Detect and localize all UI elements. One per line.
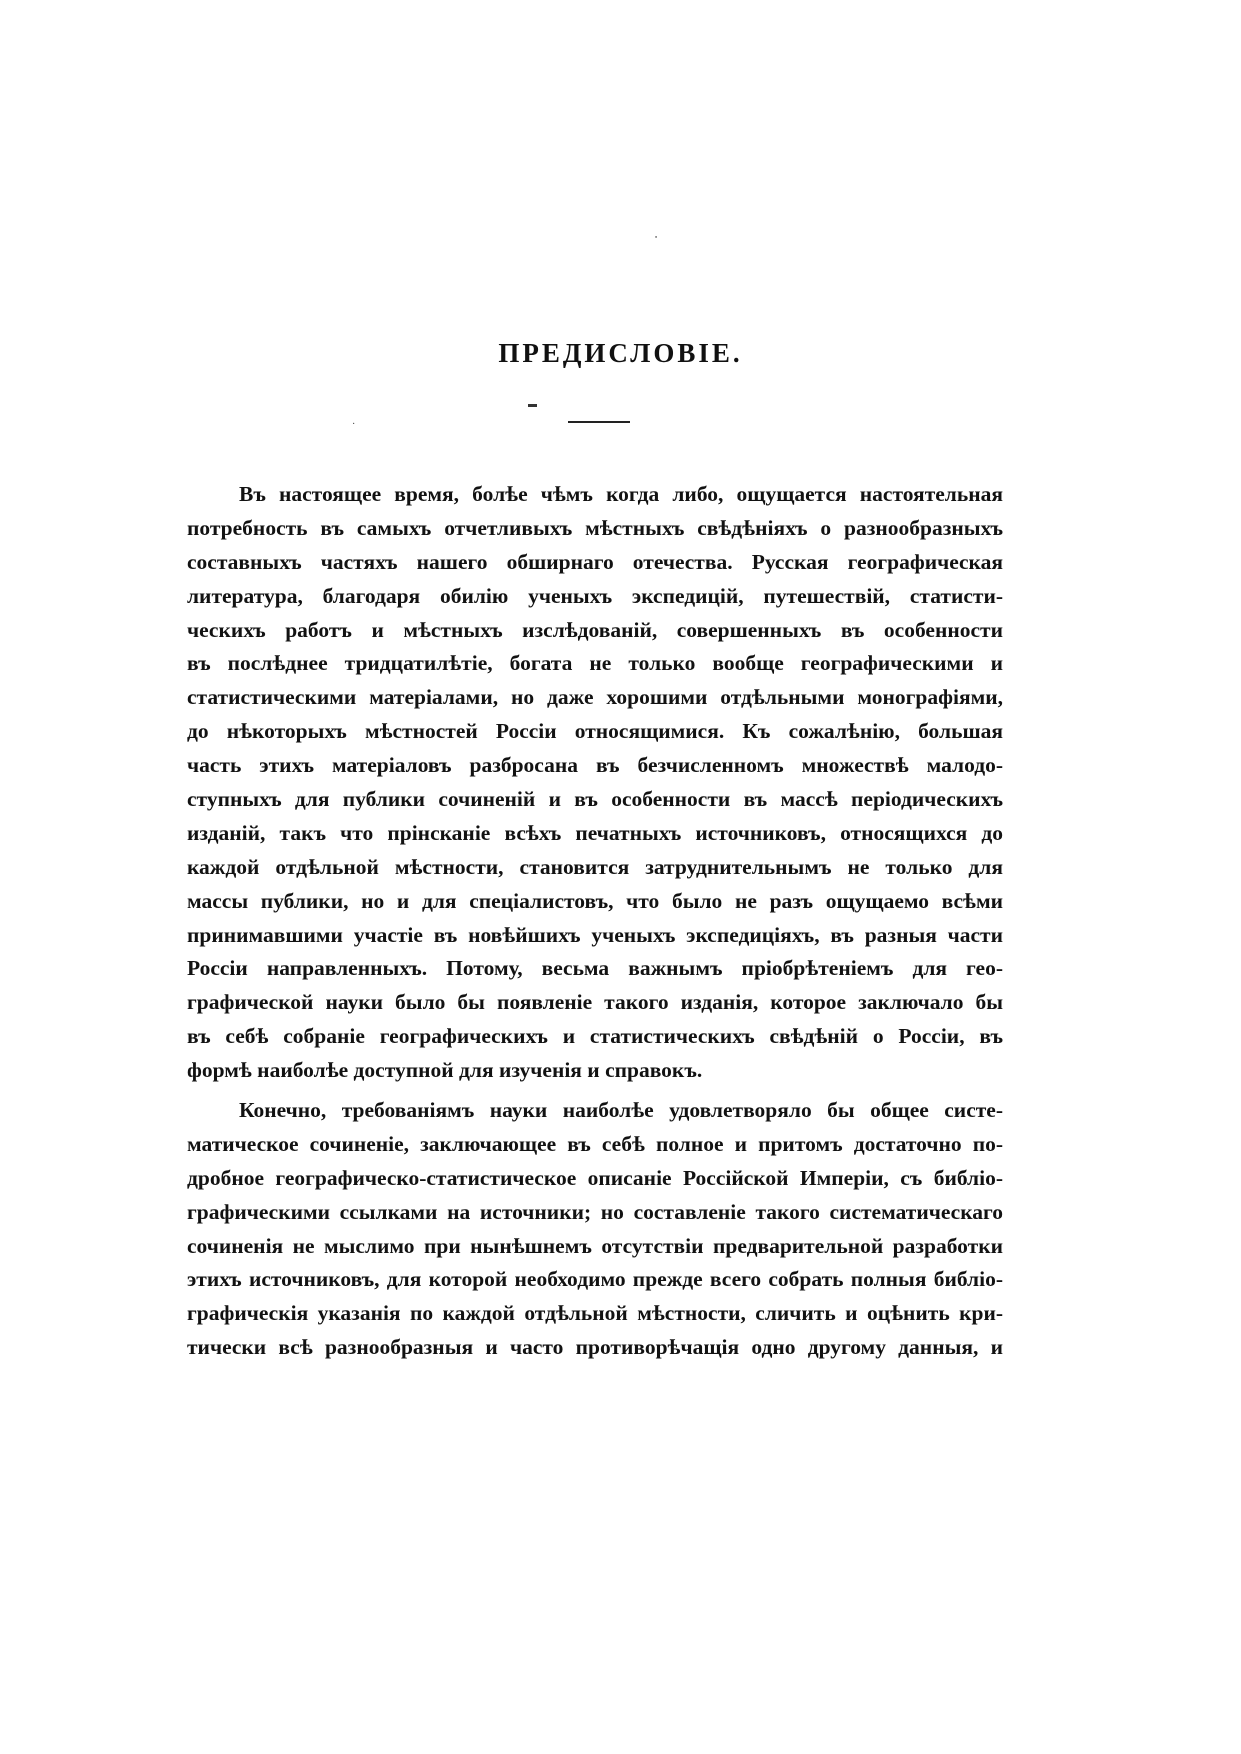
text-line: въ послѣднее тридцатилѣтіе, богата не только вообще географическими и — [187, 651, 1003, 676]
text-line: формѣ наиболѣе доступной для изученія и справокъ. — [187, 1058, 703, 1083]
text-line: графическія указанія по каждой отдѣльной мѣстности, сличить и оцѣнить кри- — [187, 1301, 1003, 1326]
text-line: графической науки было бы появленіе такого изданія, которое заключало бы — [187, 990, 1003, 1015]
text-line: въ себѣ собраніе географическихъ и статистическихъ свѣдѣній о Россіи, въ — [187, 1024, 1003, 1049]
text-line: сочиненія не мыслимо при нынѣшнемъ отсутствіи предварительной разработки — [187, 1233, 1003, 1258]
text-line: статистическими матеріалами, но даже хорошими отдѣльными монографіями, — [187, 685, 1003, 710]
title-rule — [568, 421, 630, 423]
text-line: матическое сочиненіе, заключающее въ себѣ полное и притомъ достаточно по- — [187, 1131, 1003, 1156]
text-line: массы публики, но и для спеціалистовъ, что было не разъ ощущаемо всѣми — [187, 888, 1003, 913]
print-speck: ᐧ — [654, 231, 658, 246]
text-line: графическими ссылками на источники; но составленіе такого систематическаго — [187, 1199, 1003, 1224]
page-title: ПРЕДИСЛОВІЕ. — [498, 338, 743, 368]
text-line: каждой отдѣльной мѣстности, становится затруднительнымъ не только для — [187, 854, 1003, 879]
text-line: принимавшими участіе въ новѣйшихъ ученыхъ экспедиціяхъ, въ разныя части — [187, 922, 1003, 947]
print-mark — [528, 404, 537, 407]
text-line: до нѣкоторыхъ мѣстностей Россіи относящимися. Къ сожалѣнію, большая — [187, 719, 1003, 744]
text-line: Россіи направленныхъ. Потому, весьма важнымъ пріобрѣтеніемъ для гео- — [187, 956, 1003, 981]
text-line: этихъ источниковъ, для которой необходимо прежде всего собрать полныя библіо- — [187, 1267, 1003, 1292]
text-line: Въ настоящее время, болѣе чѣмъ когда либо, ощущается настоятельная — [239, 482, 1003, 506]
text-line: Конечно, требованіямъ науки наиболѣе удовлетворяло бы общее систе- — [239, 1098, 1003, 1123]
body-text — [187, 478, 1003, 1365]
text-line: составныхъ частяхъ нашего обширнаго отечества. Русская географическая — [187, 549, 1003, 574]
text-line: ступныхъ для публики сочиненій и въ особенности въ массѣ періодическихъ — [187, 787, 1003, 812]
text-line: часть этихъ матеріаловъ разбросана въ безчисленномъ множествѣ малодо- — [187, 753, 1003, 778]
text-line: дробное географическо-статистическое описаніе Россійской Имперіи, съ библіо- — [187, 1165, 1003, 1190]
text-line: изданій, такъ что прінсканіе всѣхъ печатныхъ источниковъ, относящихся до — [187, 820, 1003, 845]
print-dot: · — [352, 419, 356, 430]
text-line: тически всѣ разнообразныя и часто противорѣчащія одно другому данныя, и — [187, 1335, 1003, 1360]
text-line: ческихъ работъ и мѣстныхъ изслѣдованій, совершенныхъ въ особенности — [187, 617, 1003, 642]
text-line: литература, благодаря обилію ученыхъ экспедицій, путешествій, статисти- — [187, 583, 1003, 608]
text-line: потребность въ самыхъ отчетливыхъ мѣстныхъ свѣдѣніяхъ о разнообразныхъ — [187, 515, 1003, 540]
